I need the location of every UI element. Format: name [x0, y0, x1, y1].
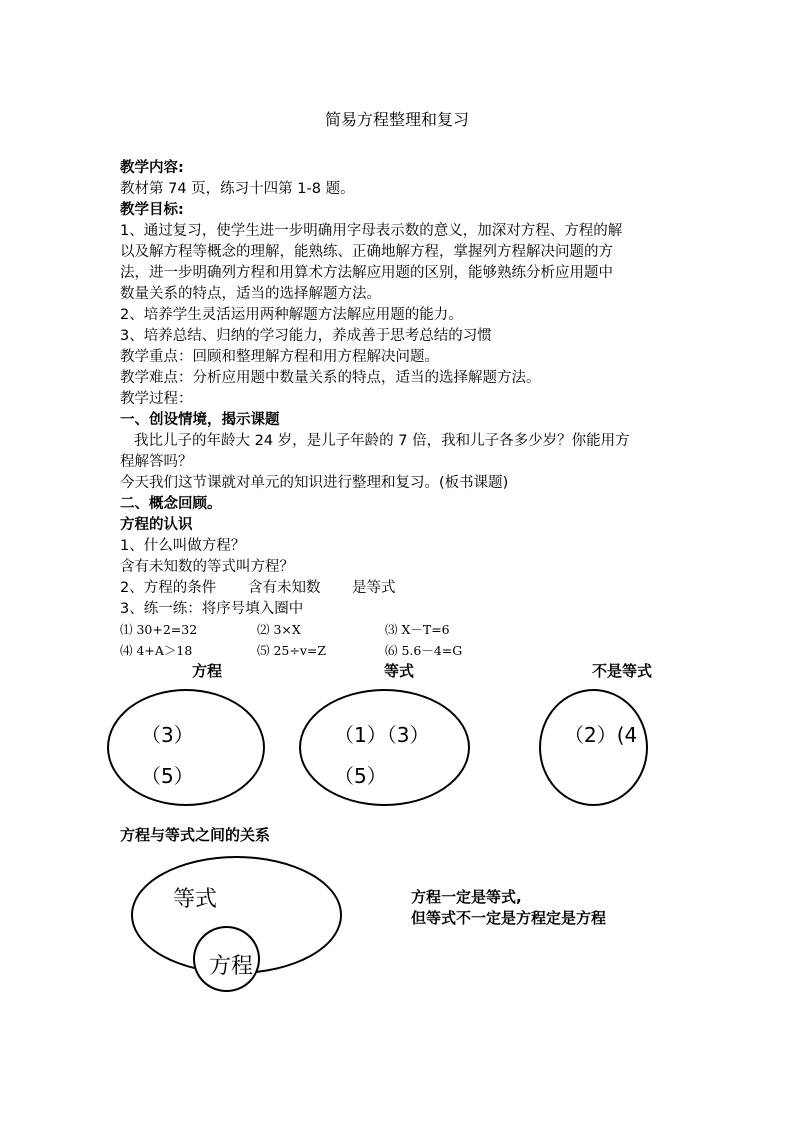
section1-line: 程解答吗？	[120, 454, 193, 470]
process-heading: 教学过程：	[120, 391, 193, 407]
condition-2: 是等式	[352, 580, 396, 596]
practice-instruction: 3、练一练：将序号填入圈中	[120, 601, 304, 617]
equation-group-entry: （5）	[141, 764, 194, 788]
exercise-item: ⑹ 5.6－4=G	[385, 643, 463, 658]
exercise-item: ⑶ X－T=6	[385, 622, 450, 637]
venn-outer-label: 等式	[173, 887, 218, 912]
goal3-text: 3、培养总结、归纳的学习能力，养成善于思考总结的习惯	[120, 328, 492, 344]
answer-1: 含有未知数的等式叫方程？	[120, 559, 294, 575]
goal2-text: 2、培养学生灵活运用两种解题方法解应用题的能力。	[120, 307, 463, 323]
exercise-item: ⑸ 25÷v=Z	[257, 643, 327, 658]
question-1: 1、什么叫做方程？	[120, 538, 246, 554]
group-label-equality: 等式	[384, 662, 415, 680]
conditions-label: 2、方程的条件	[120, 580, 217, 596]
section2-heading: 二、概念回顾。	[120, 496, 222, 512]
section1-line: 我比儿子的年龄大 24 岁，是儿子年龄的 7 倍，我和儿子各多少岁？你能用方	[134, 433, 630, 449]
key-point: 教学重点：回顾和整理解方程和用方程解决问题。	[120, 349, 439, 365]
goal1-line: 法，进一步明确列方程和用算术方法解应用题的区别，能够熟练分析应用题中	[120, 265, 613, 281]
conclusion-line: 但等式不一定是方程定是方程	[411, 909, 607, 927]
exercise-item: ⑷ 4+A＞18	[120, 643, 193, 658]
exercise-item: ⑵ 3×X	[257, 622, 301, 637]
exercise-item: ⑴ 30+2=32	[120, 622, 198, 637]
goal1-line: 数量关系的特点，适当的选择解题方法。	[120, 286, 381, 302]
goal1-line: 以及解方程等概念的理解，能熟练、正确地解方程，掌握列方程解决问题的方	[120, 244, 613, 260]
venn-inner-label: 方程	[209, 954, 254, 979]
relation-heading: 方程与等式之间的关系	[120, 826, 271, 844]
condition-1: 含有未知数	[248, 580, 321, 596]
section1-line: 今天我们这节课就对单元的知识进行整理和复习。(板书课题)	[120, 475, 509, 491]
goal1-line: 1、通过复习，使学生进一步明确用字母表示数的意义，加深对方程、方程的解	[120, 223, 623, 239]
equation-subheading: 方程的认识	[120, 517, 193, 533]
equality-group-entry: （1）（3）	[334, 723, 430, 747]
group-label-not-equality: 不是等式	[592, 662, 653, 680]
equation-group-entry: （3）	[141, 723, 194, 747]
content-heading: 教学内容:	[120, 160, 184, 176]
content-text: 教材第 74 页，练习十四第 1-8 题。	[120, 181, 355, 197]
page-title: 简易方程整理和复习	[324, 110, 469, 129]
equality-group-entry: （5）	[334, 764, 387, 788]
section1-heading: 一、创设情境，揭示课题	[120, 412, 280, 428]
difficult-point: 教学难点：分析应用题中数量关系的特点，适当的选择解题方法。	[120, 370, 541, 386]
goals-heading: 教学目标:	[120, 202, 184, 218]
group-label-equation: 方程	[192, 662, 223, 680]
not-equality-group-entry: （2）(4	[564, 723, 638, 747]
conclusion-line: 方程一定是等式,	[411, 888, 522, 906]
